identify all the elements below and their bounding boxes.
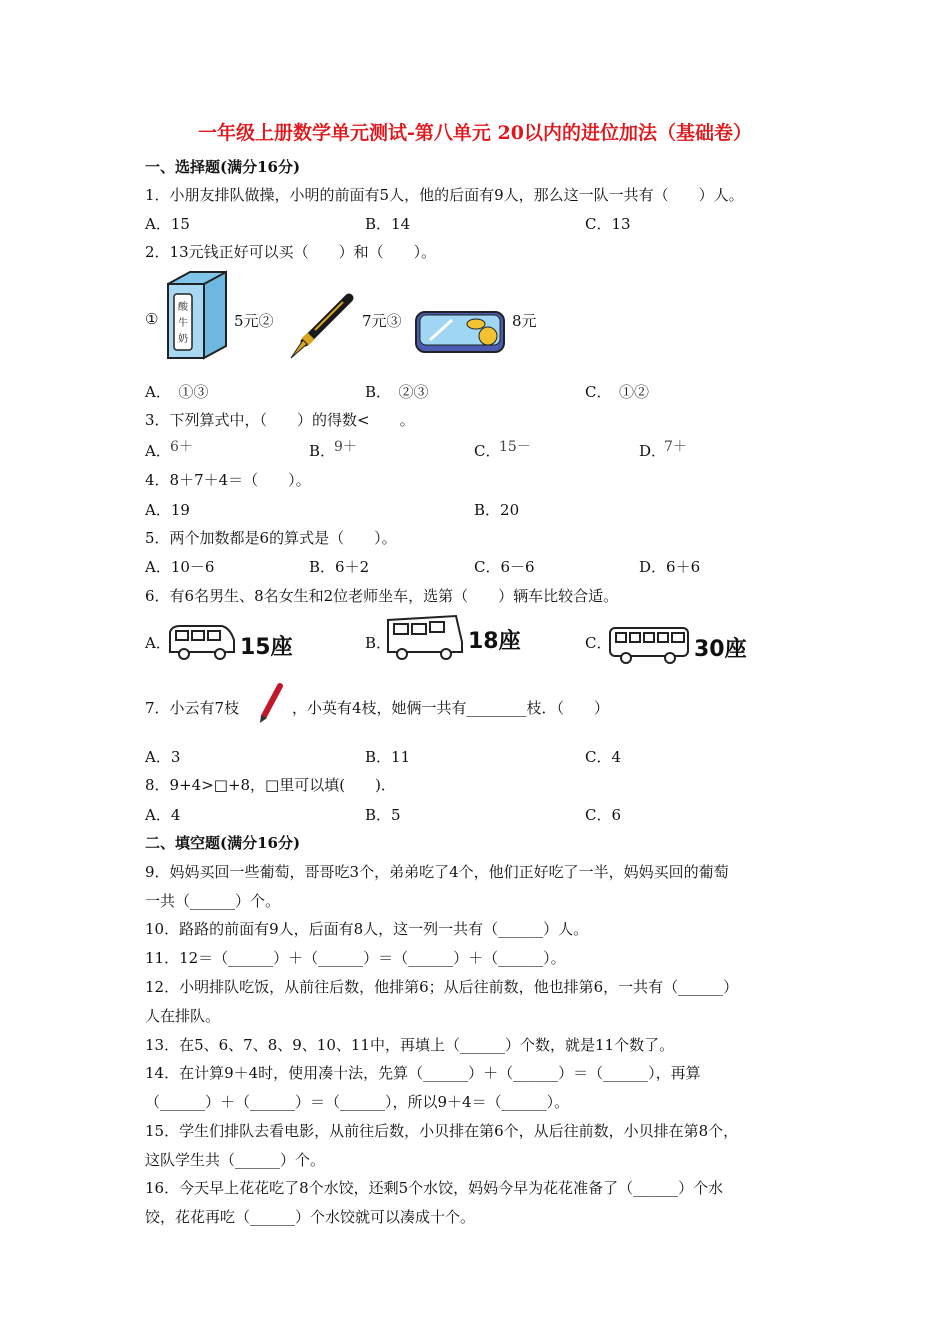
milk-label-char-1: 酸 bbox=[178, 302, 188, 313]
item-1-number: ① bbox=[145, 310, 159, 328]
q5-option-b: B．6＋2 bbox=[309, 558, 370, 576]
q1-option-b: B．14 bbox=[365, 215, 411, 233]
q6-option-a-seats: 15座 bbox=[240, 635, 293, 660]
q3-option-c: C． bbox=[474, 442, 501, 460]
q2-option-a: A． ①③ bbox=[145, 383, 209, 401]
item-3-price: 8元 bbox=[512, 312, 537, 330]
q8-option-b: B．5 bbox=[365, 806, 401, 824]
milk-label-char-3: 奶 bbox=[178, 334, 188, 345]
q6-option-b: B． bbox=[365, 634, 392, 652]
q7-option-c: C．4 bbox=[585, 748, 622, 766]
q6-option-a: A． bbox=[145, 634, 171, 652]
q4-option-a: A．19 bbox=[145, 501, 190, 519]
q6-option-c-seats: 30座 bbox=[694, 637, 747, 662]
section-heading-choice: 一、选择题(满分16分) bbox=[145, 158, 301, 176]
question-4: 4．8＋7＋4＝（ ）。 bbox=[145, 471, 311, 489]
question-7-part-1: 7．小云有7枝 bbox=[145, 699, 240, 717]
q1-option-c: C．13 bbox=[585, 215, 631, 233]
q3-option-a-expression: 6＋ bbox=[170, 439, 193, 455]
q5-option-d: D．6＋6 bbox=[639, 558, 701, 576]
question-16-line-2: 饺，花花再吃（______）个水饺就可以凑成十个。 bbox=[145, 1208, 476, 1226]
q1-option-a: A．15 bbox=[145, 215, 190, 233]
q5-option-a: A．10－6 bbox=[145, 558, 215, 576]
question-15-line-1: 15．学生们排队去看电影，从前往后数，小贝排在第6个，从后往前数，小贝排在第8个， bbox=[145, 1122, 739, 1140]
question-1: 1．小朋友排队做操，小明的前面有5人，他的后面有9人，那么这一队一共有（ ）人。 bbox=[145, 186, 744, 204]
question-9-line-2: 一共（______）个。 bbox=[145, 892, 281, 910]
item-2-price: 7元③ bbox=[362, 312, 402, 330]
q8-option-c: C．6 bbox=[585, 806, 622, 824]
question-14-line-1: 14．在计算9＋4时，使用凑十法，先算（______）＋（______）＝（______），再算 bbox=[145, 1064, 701, 1082]
pencil-case-icon bbox=[410, 306, 510, 358]
coach-icon bbox=[606, 624, 692, 666]
q3-option-d: D． bbox=[639, 442, 667, 460]
question-8: 8．9+4>□+8，□里可以填( )． bbox=[145, 776, 396, 794]
question-2: 2．13元钱正好可以买（ ）和（ ）。 bbox=[145, 243, 437, 261]
q2-option-c: C． ①② bbox=[585, 383, 649, 401]
question-10: 10．路路的前面有9人，后面有8人，这一列一共有（______）人。 bbox=[145, 920, 589, 938]
question-5: 5．两个加数都是6的算式是（ ）。 bbox=[145, 529, 397, 547]
question-15-line-2: 这队学生共（______）个。 bbox=[145, 1151, 326, 1169]
q7-option-a: A．3 bbox=[145, 748, 181, 766]
question-14-line-2: （______）＋（______）＝（______），所以9＋4＝（______）。 bbox=[145, 1093, 570, 1111]
milk-label-char-2: 牛 bbox=[178, 318, 188, 329]
q3-option-d-expression: 7＋ bbox=[664, 439, 687, 455]
bus-icon bbox=[384, 612, 466, 660]
question-3: 3．下列算式中，（ ）的得数< 。 bbox=[145, 411, 415, 429]
item-1-price: 5元② bbox=[234, 312, 274, 330]
question-9-line-1: 9．妈妈买回一些葡萄，哥哥吃3个，弟弟吃了4个，他们正好吃了一半，妈妈买回的葡萄 bbox=[145, 863, 729, 881]
van-icon bbox=[166, 622, 238, 662]
page-title: 一年级上册数学单元测试-第八单元 20以内的进位加法（基础卷） bbox=[198, 122, 752, 144]
question-6: 6．有6名男生、8名女生和2位老师坐车，选第（ ）辆车比较合适。 bbox=[145, 587, 619, 605]
yogurt-carton-icon bbox=[162, 270, 232, 362]
q4-option-b: B．20 bbox=[474, 501, 520, 519]
q3-option-b-expression: 9＋ bbox=[334, 439, 357, 455]
q3-option-b: B． bbox=[309, 442, 336, 460]
question-11: 11．12＝（______）＋（______）＝（______）＋（______）。 bbox=[145, 949, 566, 967]
question-12-line-2: 人在排队。 bbox=[145, 1007, 221, 1025]
q8-option-a: A．4 bbox=[145, 806, 181, 824]
question-7-part-2: ，小英有4枝，她俩一共有________枝．（ ） bbox=[292, 699, 610, 717]
question-12-line-1: 12．小明排队吃饭，从前往后数，他排第6；从后往前数，他也排第6，一共有（______） bbox=[145, 978, 739, 996]
q3-option-c-expression: 15－ bbox=[499, 439, 531, 455]
question-16-line-1: 16．今天早上花花吃了8个水饺，还剩5个水饺，妈妈今早为花花准备了（______）个水 bbox=[145, 1179, 724, 1197]
pencil-icon bbox=[256, 682, 288, 724]
q6-option-c: C． bbox=[585, 634, 612, 652]
q2-option-b: B． ②③ bbox=[365, 383, 429, 401]
question-13: 13．在5、6、7、8、9、10、11中，再填上（______）个数，就是11个数了。 bbox=[145, 1036, 675, 1054]
q7-option-b: B．11 bbox=[365, 748, 411, 766]
q6-option-b-seats: 18座 bbox=[468, 629, 521, 654]
q5-option-c: C．6－6 bbox=[474, 558, 535, 576]
q3-option-a: A． bbox=[145, 442, 171, 460]
fountain-pen-icon bbox=[285, 292, 357, 364]
section-heading-fill: 二、填空题(满分16分) bbox=[145, 834, 301, 852]
